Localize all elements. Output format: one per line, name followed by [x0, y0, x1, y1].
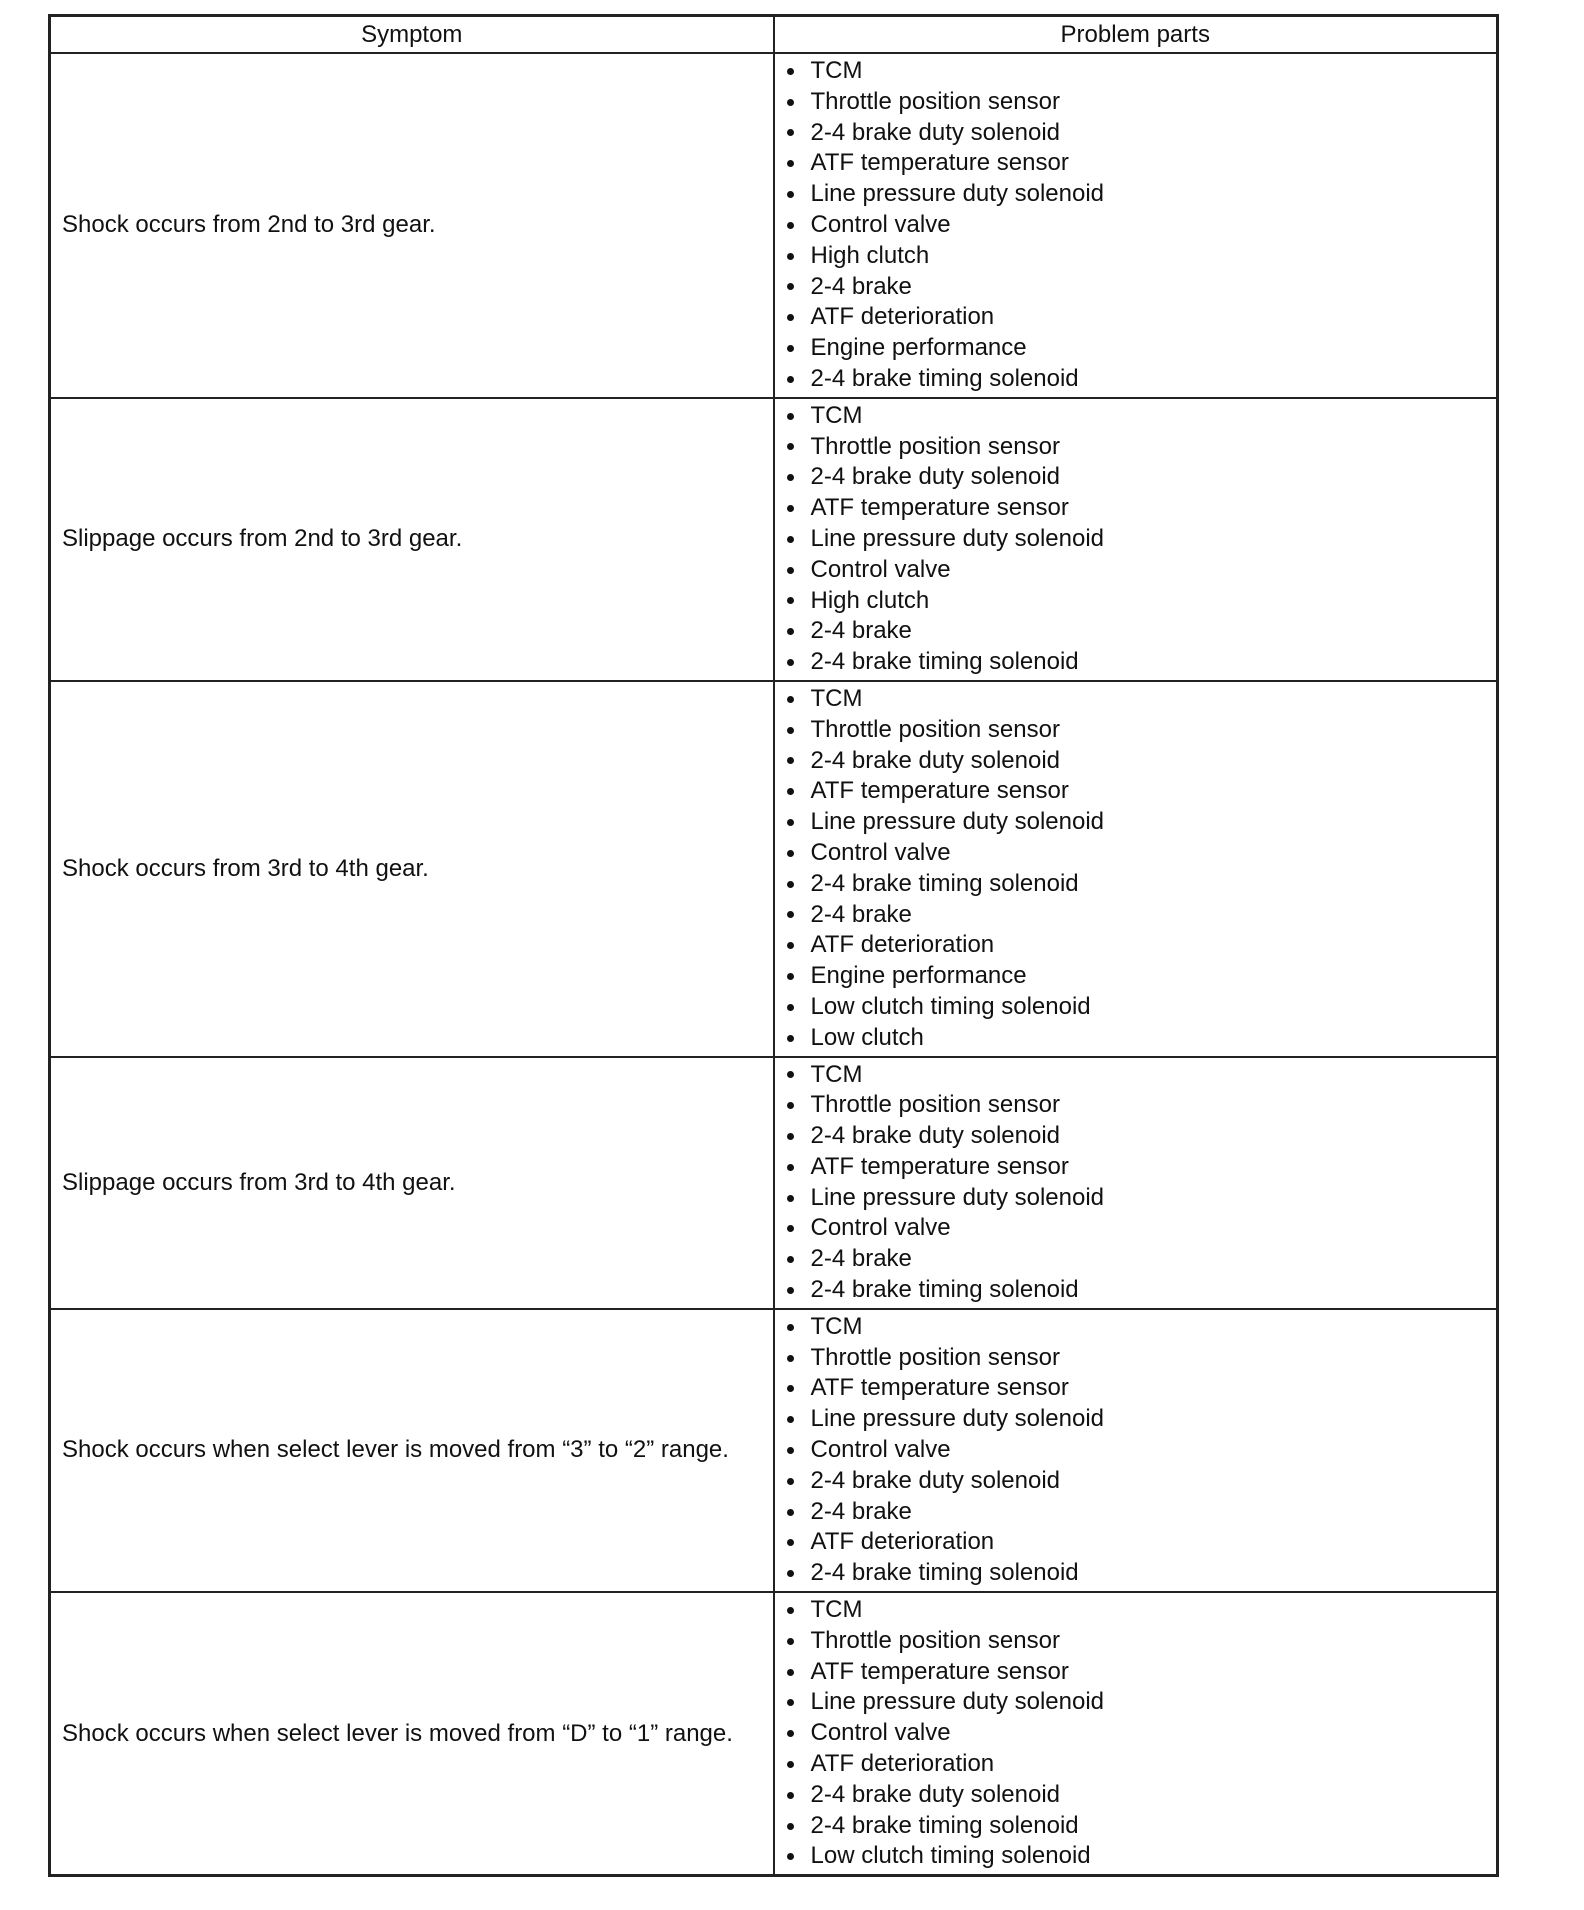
list-item: [783, 302, 1497, 333]
list-item: [783, 1466, 1497, 1497]
symptom-cell: [50, 1592, 774, 1876]
problem-part-text: Line pressure duty solenoid: [810, 180, 1105, 208]
problem-part-text: Throttle position sensor: [810, 715, 1060, 743]
problem-part-text: TCM: [810, 1596, 863, 1624]
bullet-icon: [787, 1287, 794, 1294]
list-item: [783, 462, 1497, 493]
problem-part-text: High clutch: [810, 586, 930, 614]
bullet-icon: [787, 1256, 794, 1263]
list-item: [783, 647, 1497, 678]
list-item: [783, 1626, 1497, 1657]
problem-part-text: 2-4 brake duty solenoid: [810, 118, 1060, 146]
problem-parts-list: [775, 1312, 1497, 1589]
problem-part-text: Control valve: [810, 210, 951, 238]
bullet-icon: [787, 283, 794, 290]
list-item: [783, 333, 1497, 364]
problem-parts-list: [775, 1595, 1497, 1872]
problem-part-text: Throttle position sensor: [810, 1091, 1060, 1119]
bullet-icon: [787, 222, 794, 229]
bullet-icon: [787, 1385, 794, 1392]
bullet-icon: [787, 1195, 794, 1202]
problem-part-text: Engine performance: [810, 334, 1027, 362]
list-item: [783, 1687, 1497, 1718]
problem-part-text: TCM: [810, 684, 863, 712]
symptom-text: Shock occurs from 3rd to 4th gear.: [62, 854, 429, 882]
problem-parts-cell: [774, 1309, 1498, 1592]
bullet-icon: [787, 68, 794, 75]
bullet-icon: [787, 881, 794, 888]
symptom-cell: [50, 1309, 774, 1592]
bullet-icon: [787, 1509, 794, 1516]
problem-part-text: Line pressure duty solenoid: [810, 1688, 1105, 1716]
bullet-icon: [787, 1355, 794, 1362]
list-item: [783, 1244, 1497, 1275]
symptom-cell: [50, 681, 774, 1057]
bullet-icon: [787, 942, 794, 949]
list-item: [783, 118, 1497, 149]
problem-part-text: 2-4 brake: [810, 1497, 912, 1525]
problem-part-text: TCM: [810, 1312, 863, 1340]
list-item: [783, 1152, 1497, 1183]
symptom-cell: [50, 1057, 774, 1309]
bullet-icon: [787, 160, 794, 167]
problem-part-text: ATF temperature sensor: [810, 1374, 1069, 1402]
table-row: [50, 1592, 1498, 1876]
problem-part-text: Throttle position sensor: [810, 1343, 1060, 1371]
problem-part-text: ATF temperature sensor: [810, 1152, 1069, 1180]
bullet-icon: [787, 1447, 794, 1454]
problem-part-text: Control valve: [810, 838, 951, 866]
problem-part-text: 2-4 brake duty solenoid: [810, 1466, 1060, 1494]
list-item: [783, 900, 1497, 931]
list-item: [783, 1780, 1497, 1811]
list-item: [783, 555, 1497, 586]
bullet-icon: [787, 1416, 794, 1423]
list-item: [783, 586, 1497, 617]
list-item: [783, 1749, 1497, 1780]
list-item: [783, 1811, 1497, 1842]
bullet-icon: [787, 659, 794, 666]
list-item: [783, 1023, 1497, 1054]
problem-parts-cell: [774, 398, 1498, 681]
list-item: [783, 1373, 1497, 1404]
symptom-text: Shock occurs from 2nd to 3rd gear.: [62, 211, 436, 239]
bullet-icon: [787, 474, 794, 481]
bullet-icon: [787, 597, 794, 604]
list-item: [783, 838, 1497, 869]
problem-parts-list: [775, 1060, 1497, 1306]
symptom-text: Slippage occurs from 3rd to 4th gear.: [62, 1168, 456, 1196]
symptom-table: [48, 14, 1499, 1877]
bullet-icon: [787, 850, 794, 857]
problem-part-text: Line pressure duty solenoid: [810, 1183, 1105, 1211]
list-item: [783, 776, 1497, 807]
problem-part-text: Low clutch: [810, 1023, 924, 1051]
problem-part-text: 2-4 brake timing solenoid: [810, 364, 1079, 392]
bullet-icon: [787, 1570, 794, 1577]
problem-part-text: 2-4 brake: [810, 900, 912, 928]
bullet-icon: [787, 1164, 794, 1171]
problem-part-text: TCM: [810, 1060, 863, 1088]
problem-part-text: ATF temperature sensor: [810, 494, 1069, 522]
problem-part-text: ATF temperature sensor: [810, 1657, 1069, 1685]
list-item: [783, 1213, 1497, 1244]
bullet-icon: [787, 1004, 794, 1011]
problem-part-text: Line pressure duty solenoid: [810, 1405, 1105, 1433]
problem-part-text: Control valve: [810, 555, 951, 583]
list-item: [783, 148, 1497, 179]
bullet-icon: [787, 788, 794, 795]
bullet-icon: [787, 1699, 794, 1706]
problem-parts-cell: [774, 1057, 1498, 1309]
list-item: [783, 1558, 1497, 1589]
bullet-icon: [787, 1823, 794, 1830]
problem-parts-cell: [774, 681, 1498, 1057]
problem-part-text: ATF deterioration: [810, 303, 995, 331]
bullet-icon: [787, 376, 794, 383]
list-item: [783, 961, 1497, 992]
problem-part-text: Control valve: [810, 1436, 951, 1464]
problem-part-text: 2-4 brake timing solenoid: [810, 869, 1079, 897]
problem-part-text: Low clutch timing solenoid: [810, 1842, 1091, 1870]
problem-part-text: ATF temperature sensor: [810, 149, 1069, 177]
bullet-icon: [787, 1324, 794, 1331]
symptom-text: Shock occurs when select lever is moved from “D” to “1” range.: [62, 1719, 733, 1747]
table-row: [50, 1309, 1498, 1592]
problem-part-text: High clutch: [810, 241, 930, 269]
list-item: [783, 364, 1497, 395]
list-item: [783, 1183, 1497, 1214]
list-item: [783, 1404, 1497, 1435]
table-row: [50, 398, 1498, 681]
problem-part-text: Line pressure duty solenoid: [810, 808, 1105, 836]
problem-part-text: 2-4 brake duty solenoid: [810, 746, 1060, 774]
symptom-text: Slippage occurs from 2nd to 3rd gear.: [62, 525, 463, 553]
bullet-icon: [787, 973, 794, 980]
list-item: [783, 1121, 1497, 1152]
problem-part-text: ATF deterioration: [810, 1750, 995, 1778]
problem-parts-cell: [774, 1592, 1498, 1876]
symptom-cell: [50, 398, 774, 681]
symptom-cell: [50, 53, 774, 398]
bullet-icon: [787, 696, 794, 703]
problem-part-text: Control valve: [810, 1214, 951, 1242]
bullet-icon: [787, 1853, 794, 1860]
list-item: [783, 807, 1497, 838]
list-item: [783, 272, 1497, 303]
problem-part-text: Throttle position sensor: [810, 432, 1060, 460]
bullet-icon: [787, 505, 794, 512]
table-row: [50, 1057, 1498, 1309]
table-header-row: [50, 16, 1498, 54]
list-item: [783, 524, 1497, 555]
bullet-icon: [787, 819, 794, 826]
problem-parts-list: [775, 401, 1497, 678]
bullet-icon: [787, 1478, 794, 1485]
bullet-icon: [787, 1539, 794, 1546]
problem-parts-cell: [774, 53, 1498, 398]
header-problem-parts: Problem parts: [774, 16, 1498, 54]
bullet-icon: [787, 727, 794, 734]
problem-part-text: ATF temperature sensor: [810, 777, 1069, 805]
header-symptom: Symptom: [50, 16, 774, 54]
problem-parts-list: [775, 56, 1497, 395]
table-body: [50, 53, 1498, 1876]
list-item: [783, 210, 1497, 241]
bullet-icon: [787, 129, 794, 136]
symptom-text: Shock occurs when select lever is moved from “3” to “2” range.: [62, 1436, 729, 1464]
table-row: [50, 681, 1498, 1057]
problem-part-text: 2-4 brake timing solenoid: [810, 648, 1079, 676]
problem-part-text: Engine performance: [810, 962, 1027, 990]
list-item: [783, 1312, 1497, 1343]
problem-part-text: 2-4 brake duty solenoid: [810, 1780, 1060, 1808]
bullet-icon: [787, 1102, 794, 1109]
list-item: [783, 930, 1497, 961]
problem-part-text: ATF deterioration: [810, 1528, 995, 1556]
problem-part-text: TCM: [810, 401, 863, 429]
problem-parts-list: [775, 684, 1497, 1054]
problem-part-text: Control valve: [810, 1719, 951, 1747]
problem-part-text: 2-4 brake timing solenoid: [810, 1559, 1079, 1587]
list-item: [783, 1435, 1497, 1466]
bullet-icon: [787, 1225, 794, 1232]
problem-part-text: ATF deterioration: [810, 931, 995, 959]
problem-part-text: 2-4 brake timing solenoid: [810, 1276, 1079, 1304]
list-item: [783, 87, 1497, 118]
list-item: [783, 869, 1497, 900]
bullet-icon: [787, 1761, 794, 1768]
bullet-icon: [787, 99, 794, 106]
problem-part-text: 2-4 brake timing solenoid: [810, 1811, 1079, 1839]
bullet-icon: [787, 536, 794, 543]
list-item: [783, 1060, 1497, 1091]
problem-part-text: 2-4 brake duty solenoid: [810, 1122, 1060, 1150]
list-item: [783, 179, 1497, 210]
list-item: [783, 432, 1497, 463]
bullet-icon: [787, 191, 794, 198]
bullet-icon: [787, 628, 794, 635]
list-item: [783, 746, 1497, 777]
bullet-icon: [787, 443, 794, 450]
list-item: [783, 1657, 1497, 1688]
bullet-icon: [787, 1730, 794, 1737]
bullet-icon: [787, 1071, 794, 1078]
list-item: [783, 401, 1497, 432]
bullet-icon: [787, 1133, 794, 1140]
list-item: [783, 684, 1497, 715]
list-item: [783, 1275, 1497, 1306]
list-item: [783, 493, 1497, 524]
bullet-icon: [787, 567, 794, 574]
bullet-icon: [787, 314, 794, 321]
problem-part-text: 2-4 brake duty solenoid: [810, 463, 1060, 491]
list-item: [783, 715, 1497, 746]
list-item: [783, 1718, 1497, 1749]
bullet-icon: [787, 1035, 794, 1042]
bullet-icon: [787, 1638, 794, 1645]
problem-part-text: TCM: [810, 57, 863, 84]
problem-part-text: Low clutch timing solenoid: [810, 992, 1091, 1020]
problem-part-text: Throttle position sensor: [810, 87, 1060, 115]
list-item: [783, 56, 1497, 87]
problem-part-text: Throttle position sensor: [810, 1626, 1060, 1654]
problem-part-text: 2-4 brake: [810, 1245, 912, 1273]
problem-part-text: 2-4 brake: [810, 617, 912, 645]
bullet-icon: [787, 345, 794, 352]
list-item: [783, 1497, 1497, 1528]
bullet-icon: [787, 911, 794, 918]
table-row: [50, 53, 1498, 398]
bullet-icon: [787, 253, 794, 260]
list-item: [783, 616, 1497, 647]
problem-part-text: Line pressure duty solenoid: [810, 524, 1105, 552]
list-item: [783, 992, 1497, 1023]
list-item: [783, 1595, 1497, 1626]
bullet-icon: [787, 1792, 794, 1799]
list-item: [783, 1841, 1497, 1872]
list-item: [783, 1343, 1497, 1374]
problem-part-text: 2-4 brake: [810, 272, 912, 300]
bullet-icon: [787, 757, 794, 764]
list-item: [783, 1527, 1497, 1558]
bullet-icon: [787, 1607, 794, 1614]
bullet-icon: [787, 413, 794, 420]
list-item: [783, 1090, 1497, 1121]
list-item: [783, 241, 1497, 272]
bullet-icon: [787, 1669, 794, 1676]
